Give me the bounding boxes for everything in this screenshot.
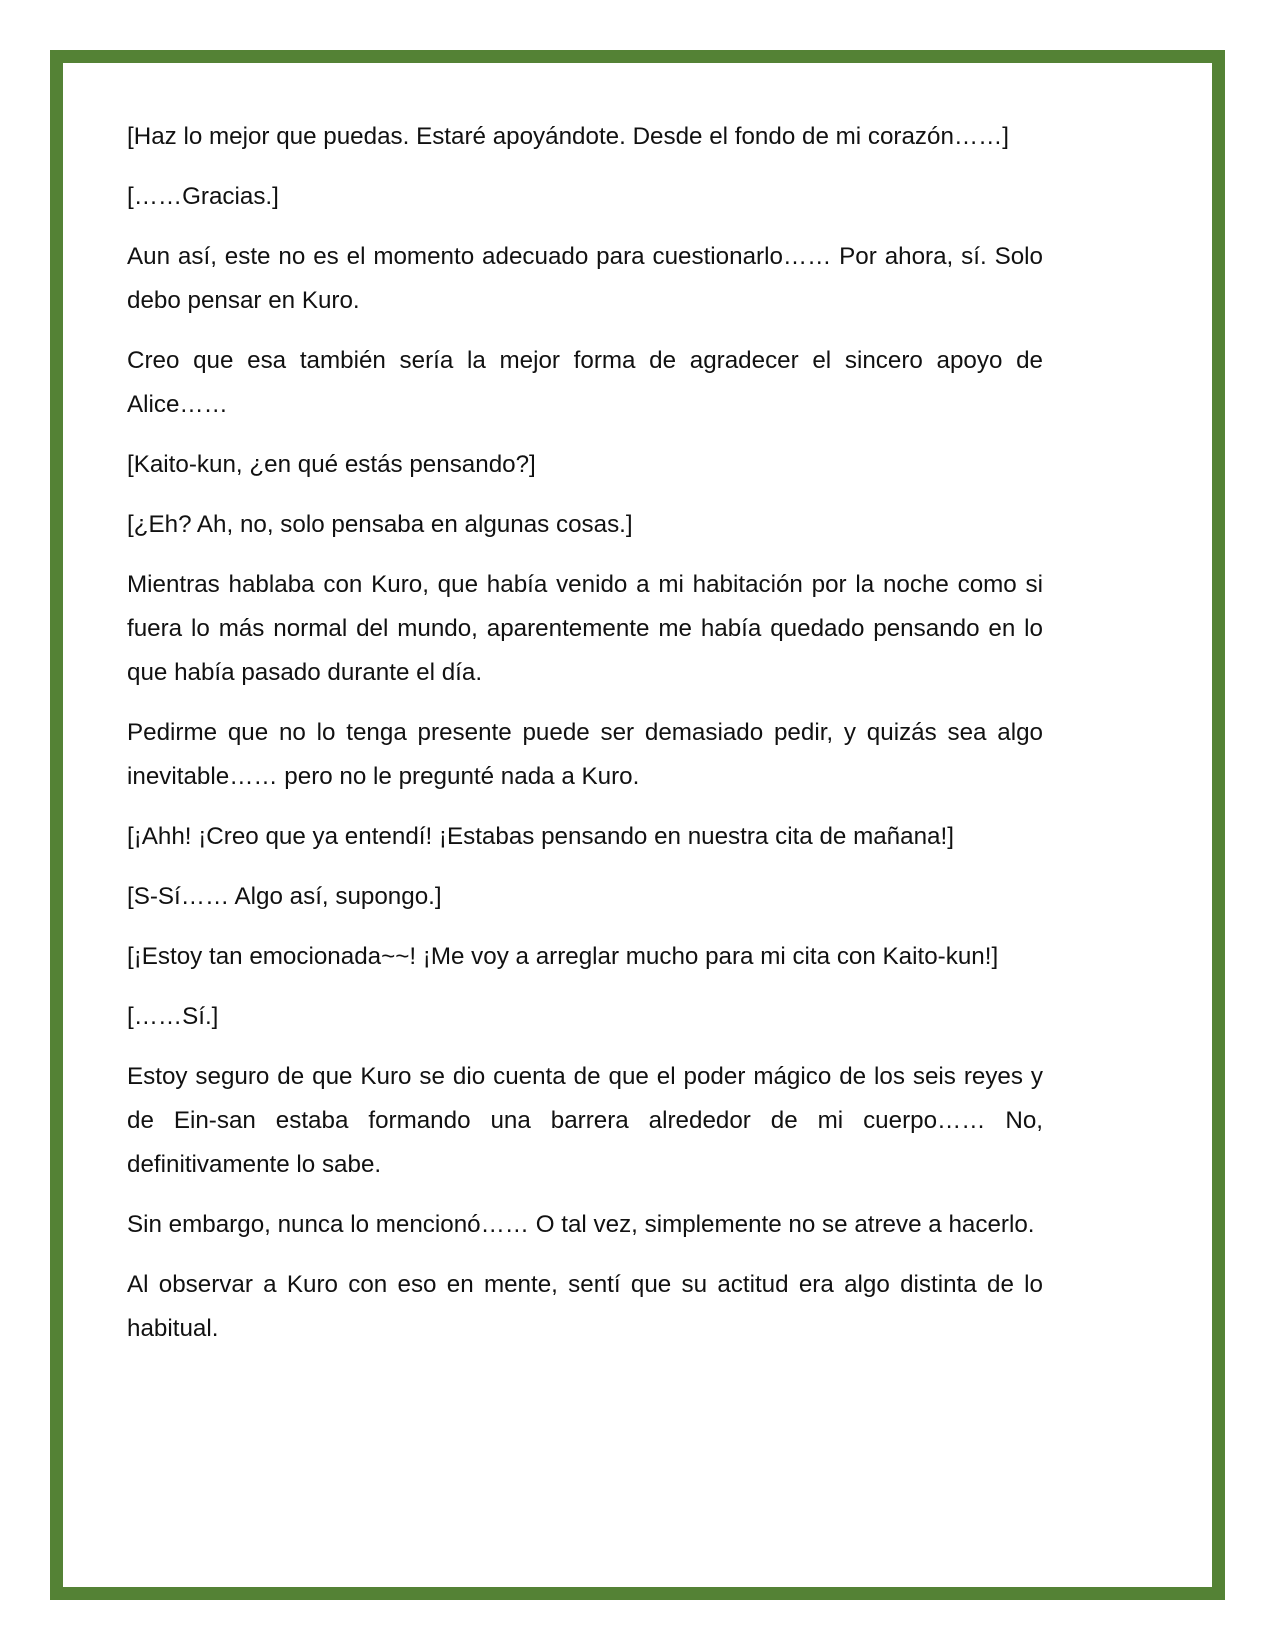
paragraph: Estoy seguro de que Kuro se dio cuenta de que el poder mágico de los seis reyes y de Ein-san estaba formando una barrera alrededor de mi cuerpo…… No, definitivamente lo sabe. [127, 1063, 1043, 1178]
paragraph: [……Gracias.] [127, 183, 279, 210]
paragraph: [¡Estoy tan emocionada~~! ¡Me voy a arreglar mucho para mi cita con Kaito-kun!] [127, 943, 999, 970]
paragraph: Sin embargo, nunca lo mencionó…… O tal vez, simplemente no se atreve a hacerlo. [127, 1211, 1035, 1238]
paragraph: Mientras hablaba con Kuro, que había venido a mi habitación por la noche como si fuera lo más normal del mundo, aparentemente me había quedado pensando en lo que había pasado durante el día. [127, 571, 1043, 686]
paragraph: Al observar a Kuro con eso en mente, sentí que su actitud era algo distinta de lo habitual. [127, 1271, 1043, 1342]
paragraph: [S-Sí…… Algo así, supongo.] [127, 883, 442, 910]
paragraph: [……Sí.] [127, 1003, 219, 1030]
paragraph: [¿Eh? Ah, no, solo pensaba en algunas cosas.] [127, 511, 633, 538]
paragraph: Creo que esa también sería la mejor forma de agradecer el sincero apoyo de Alice…… [127, 347, 1043, 418]
paragraph: Pedirme que no lo tenga presente puede ser demasiado pedir, y quizás sea algo inevitable…… pero no le pregunté nada a Kuro. [127, 719, 1043, 790]
paragraph: [¡Ahh! ¡Creo que ya entendí! ¡Estabas pensando en nuestra cita de mañana!] [127, 823, 954, 850]
paragraph: [Haz lo mejor que puedas. Estaré apoyándote. Desde el fondo de mi corazón……] [127, 123, 1010, 150]
paragraph: [Kaito-kun, ¿en qué estás pensando?] [127, 451, 536, 478]
page-content [127, 115, 1043, 1367]
paragraph: Aun así, este no es el momento adecuado para cuestionarlo…… Por ahora, sí. Solo debo pensar en Kuro. [127, 243, 1043, 314]
